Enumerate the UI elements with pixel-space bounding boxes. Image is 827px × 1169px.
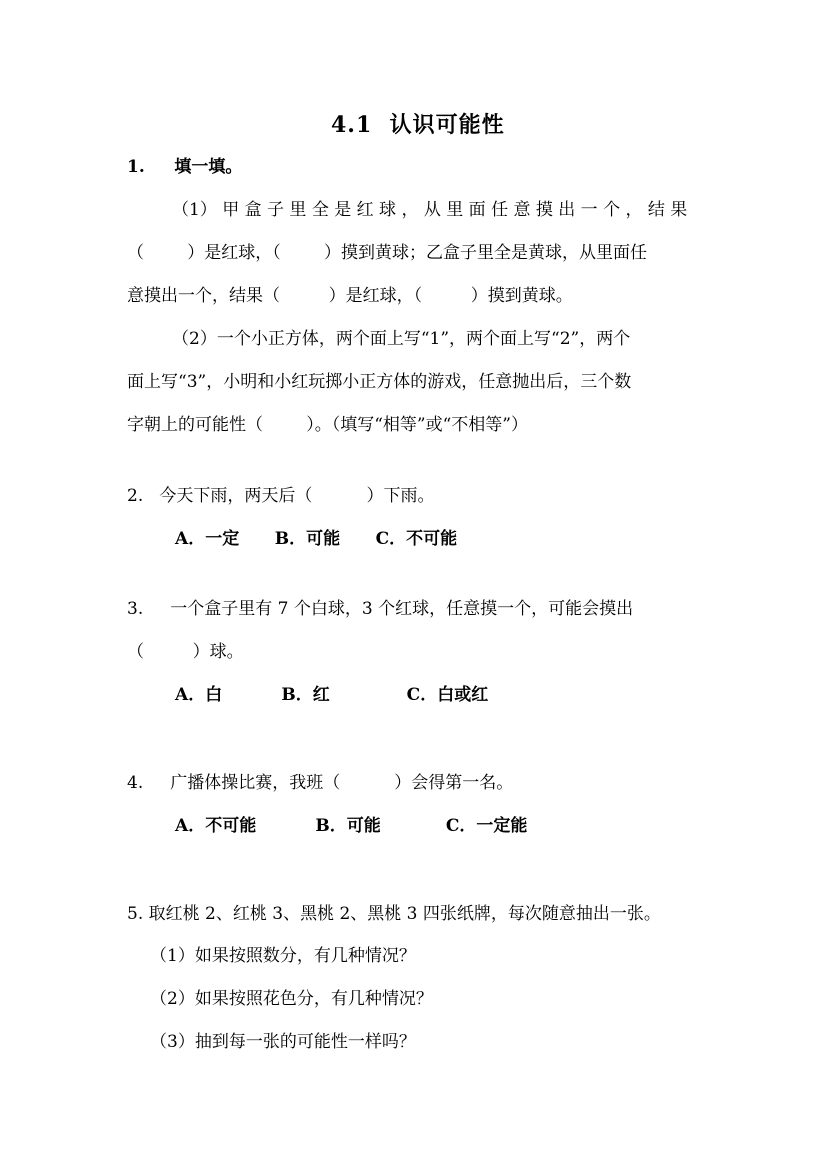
question-1-part-1-line-2: （ ）是红球，（ ）摸到黄球；乙盒子里全是黄球，从里面任	[127, 243, 647, 263]
question-5-sub-2: （2）如果按照花色分，有几种情况？	[150, 989, 433, 1009]
question-2-stem: 2. 今天下雨，两天后（ ）下雨。	[127, 486, 435, 506]
question-5-stem: 5. 取红桃 2、红桃 3、黑桃 2、黑桃 3 四张纸牌，每次随意抽出一张。	[127, 904, 661, 924]
question-5-sub-1: （1）如果按照数分，有几种情况？	[150, 946, 416, 966]
question-1-part-2-line-2: 面上写“3”，小明和小红玩掷小正方体的游戏，任意抛出后，三个数	[127, 372, 632, 392]
question-3-stem-line-2: （ ）球。	[127, 642, 244, 662]
question-1-part-2-line-3: 字朝上的可能性（ ）。（填写“相等”或“不相等”）	[127, 415, 528, 435]
question-3-stem-line-1: 3. 一个盒子里有 7 个白球，3 个红球，任意摸一个，可能会摸出	[127, 599, 634, 619]
question-3-options: A．白 B．红 C．白或红	[175, 685, 489, 705]
question-1-part-1-line-3: 意摸出一个，结果（ ）是红球，（ ）摸到黄球。	[127, 286, 573, 306]
question-4-stem: 4. 广播体操比赛，我班（ ）会得第一名。	[127, 773, 514, 793]
question-1-heading: 1. 填一填。	[127, 157, 243, 177]
question-1-part-2-line-1: （2）一个小正方体，两个面上写“1”，两个面上写“2”，两个	[172, 329, 631, 349]
question-2-options: A．一定 B．可能 C．不可能	[175, 529, 458, 549]
question-1-part-1-line-1: （1） 甲 盒 子 里 全 是 红 球 ， 从 里 面 任 意 摸 出 一 个 ， 结 果	[172, 200, 688, 220]
page-title: 4.1 认识可能性	[331, 112, 505, 138]
question-5-sub-3: （3）抽到每一张的可能性一样吗？	[150, 1032, 416, 1052]
question-4-options: A．不可能 B．可能 C．一定能	[175, 816, 528, 836]
